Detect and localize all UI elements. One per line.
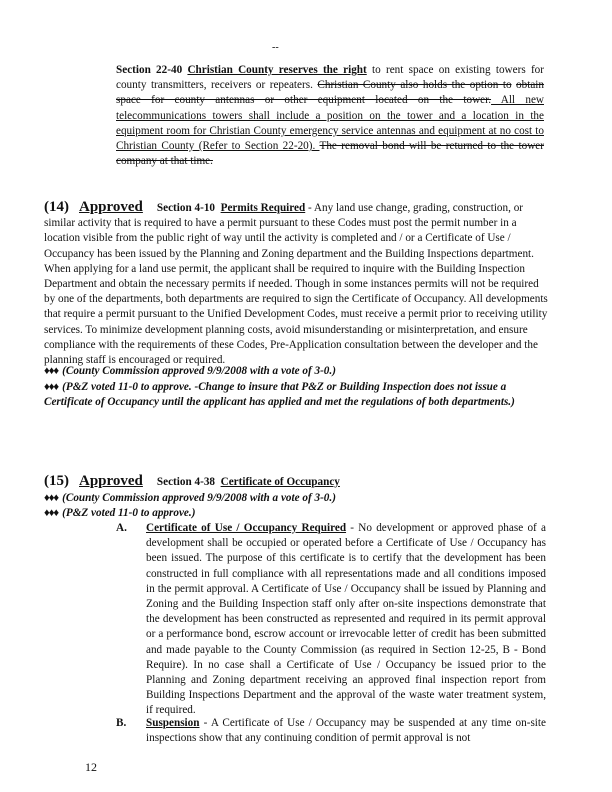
section-number: Section 22-40: [116, 64, 183, 76]
approved-status: Approved: [79, 473, 143, 489]
item-b-title: Suspension: [146, 717, 200, 729]
item-number: (14): [44, 199, 69, 215]
note-text: (County Commission approved 9/9/2008 with a vote of 3-0.): [62, 492, 336, 504]
bullet-icon: ♦♦♦: [44, 507, 59, 519]
item-15-note-1: [44, 491, 552, 506]
item-b-paragraph: [146, 716, 546, 746]
note-text: (P&Z voted 11-0 to approve.): [62, 507, 196, 519]
struck-text: The removal bond will be returned to the tower company at that time.: [116, 140, 545, 168]
struck-text: Christian County also holds the option to: [317, 79, 512, 92]
inserted-text: All new telecommunications towers shall include a position on the tower and a location in the equipment room for Christian County emergency service antennas and equipment at no cost to Christian County (Refer to Section 22-20).: [116, 94, 544, 153]
item-14-note-1: [44, 364, 552, 379]
item-letter-b: B.: [116, 717, 127, 729]
note-text: (County Commission approved 9/9/2008 with a vote of 3-0.): [62, 365, 336, 377]
item-number: (15): [44, 473, 69, 489]
bullet-icon: ♦♦♦: [44, 492, 59, 504]
section-lead: Christian County reserves the right: [187, 64, 367, 76]
top-mark: --: [272, 42, 279, 53]
section-body: - Any land use change, grading, construction, or similar activity that is required to have a permit pursuant to these Codes must post the permit number in a location visible from the public right of way until the activity is completed and / or a Certificate of Use / Occupancy has been issued by the Planning and Zoning department and the Building Inspections department. When applying for a land use permit, the applicant shall be required to inquire with the Building Inspection Department and obtain the necessary permits if needed. Though in some instances permits will not be required by one of the departments, both departments are required to sign the Certificate of Occupancy. All developments that require a permit pursuant to the Unified Development Codes, must receive a permit prior to receiving utility services. To minimize development planning costs, avoid misunderstanding or misinterpretation, and ensure compliance with the requirements of these Codes, Pre-Application consultation between the developer and the planning staff is encouraged or required.: [44, 202, 548, 367]
note-text: (P&Z voted 11-0 to approve. -Change to insure that P&Z or Building Inspection does not issue a Certificate of Occupancy until the applicant has applied and met the regulations of both departments.): [44, 381, 515, 409]
bullet-icon: ♦♦♦: [44, 381, 59, 393]
page-number: 12: [85, 760, 97, 774]
item-15-heading: [44, 474, 340, 490]
item-15-note-2: [44, 506, 552, 521]
section-title: Certificate of Occupancy: [220, 476, 340, 488]
section-22-40-paragraph: [116, 63, 544, 169]
approved-status: Approved: [79, 199, 143, 215]
bullet-icon: ♦♦♦: [44, 365, 59, 377]
item-a-title: Certificate of Use / Occupancy Required: [146, 522, 347, 534]
section-number: Section 4-38: [156, 476, 216, 488]
item-a-body: - No development or approved phase of a development shall be occupied or operated before a Certificate of Use / Occupancy has been issued. The purpose of this certificate is to certify that the development has been constructed in full compliance with all representations made and all conditions imposed in the permit approval. A Certificate of Use / Occupancy shall be issued by Planning and Zoning and the Building Inspection staff only after on-site inspections demonstrate that the development has been constructed as represented and required in its permit approval or a performance bond, escrow account or irrevocable letter of credit has been submitted and made payable to the County Commission (as required in Section 12-25, B - Bond Require). In no case shall a Certificate of Use / Occupancy be issued prior to the Planning and Zoning department receiving an approved final inspection report from Building Inspections Department and the approval of the waste water treatment system, if required.: [146, 522, 546, 717]
section-number: Section 4-10: [156, 202, 216, 214]
item-letter-a: A.: [116, 522, 127, 534]
item-14-heading: [44, 200, 552, 368]
section-text: to rent space on existing towers for county transmitters, receivers or repeaters.: [116, 64, 544, 92]
item-a-paragraph: [146, 521, 546, 719]
struck-text: obtain space for county antennas or other equipment located on the tower.: [116, 79, 545, 107]
item-14-note-2: [44, 380, 552, 410]
item-b-body: - A Certificate of Use / Occupancy may be suspended at any time on-site inspections show that any continuing condition of permit approval is not: [146, 717, 546, 745]
section-title: Permits Required: [220, 202, 306, 214]
